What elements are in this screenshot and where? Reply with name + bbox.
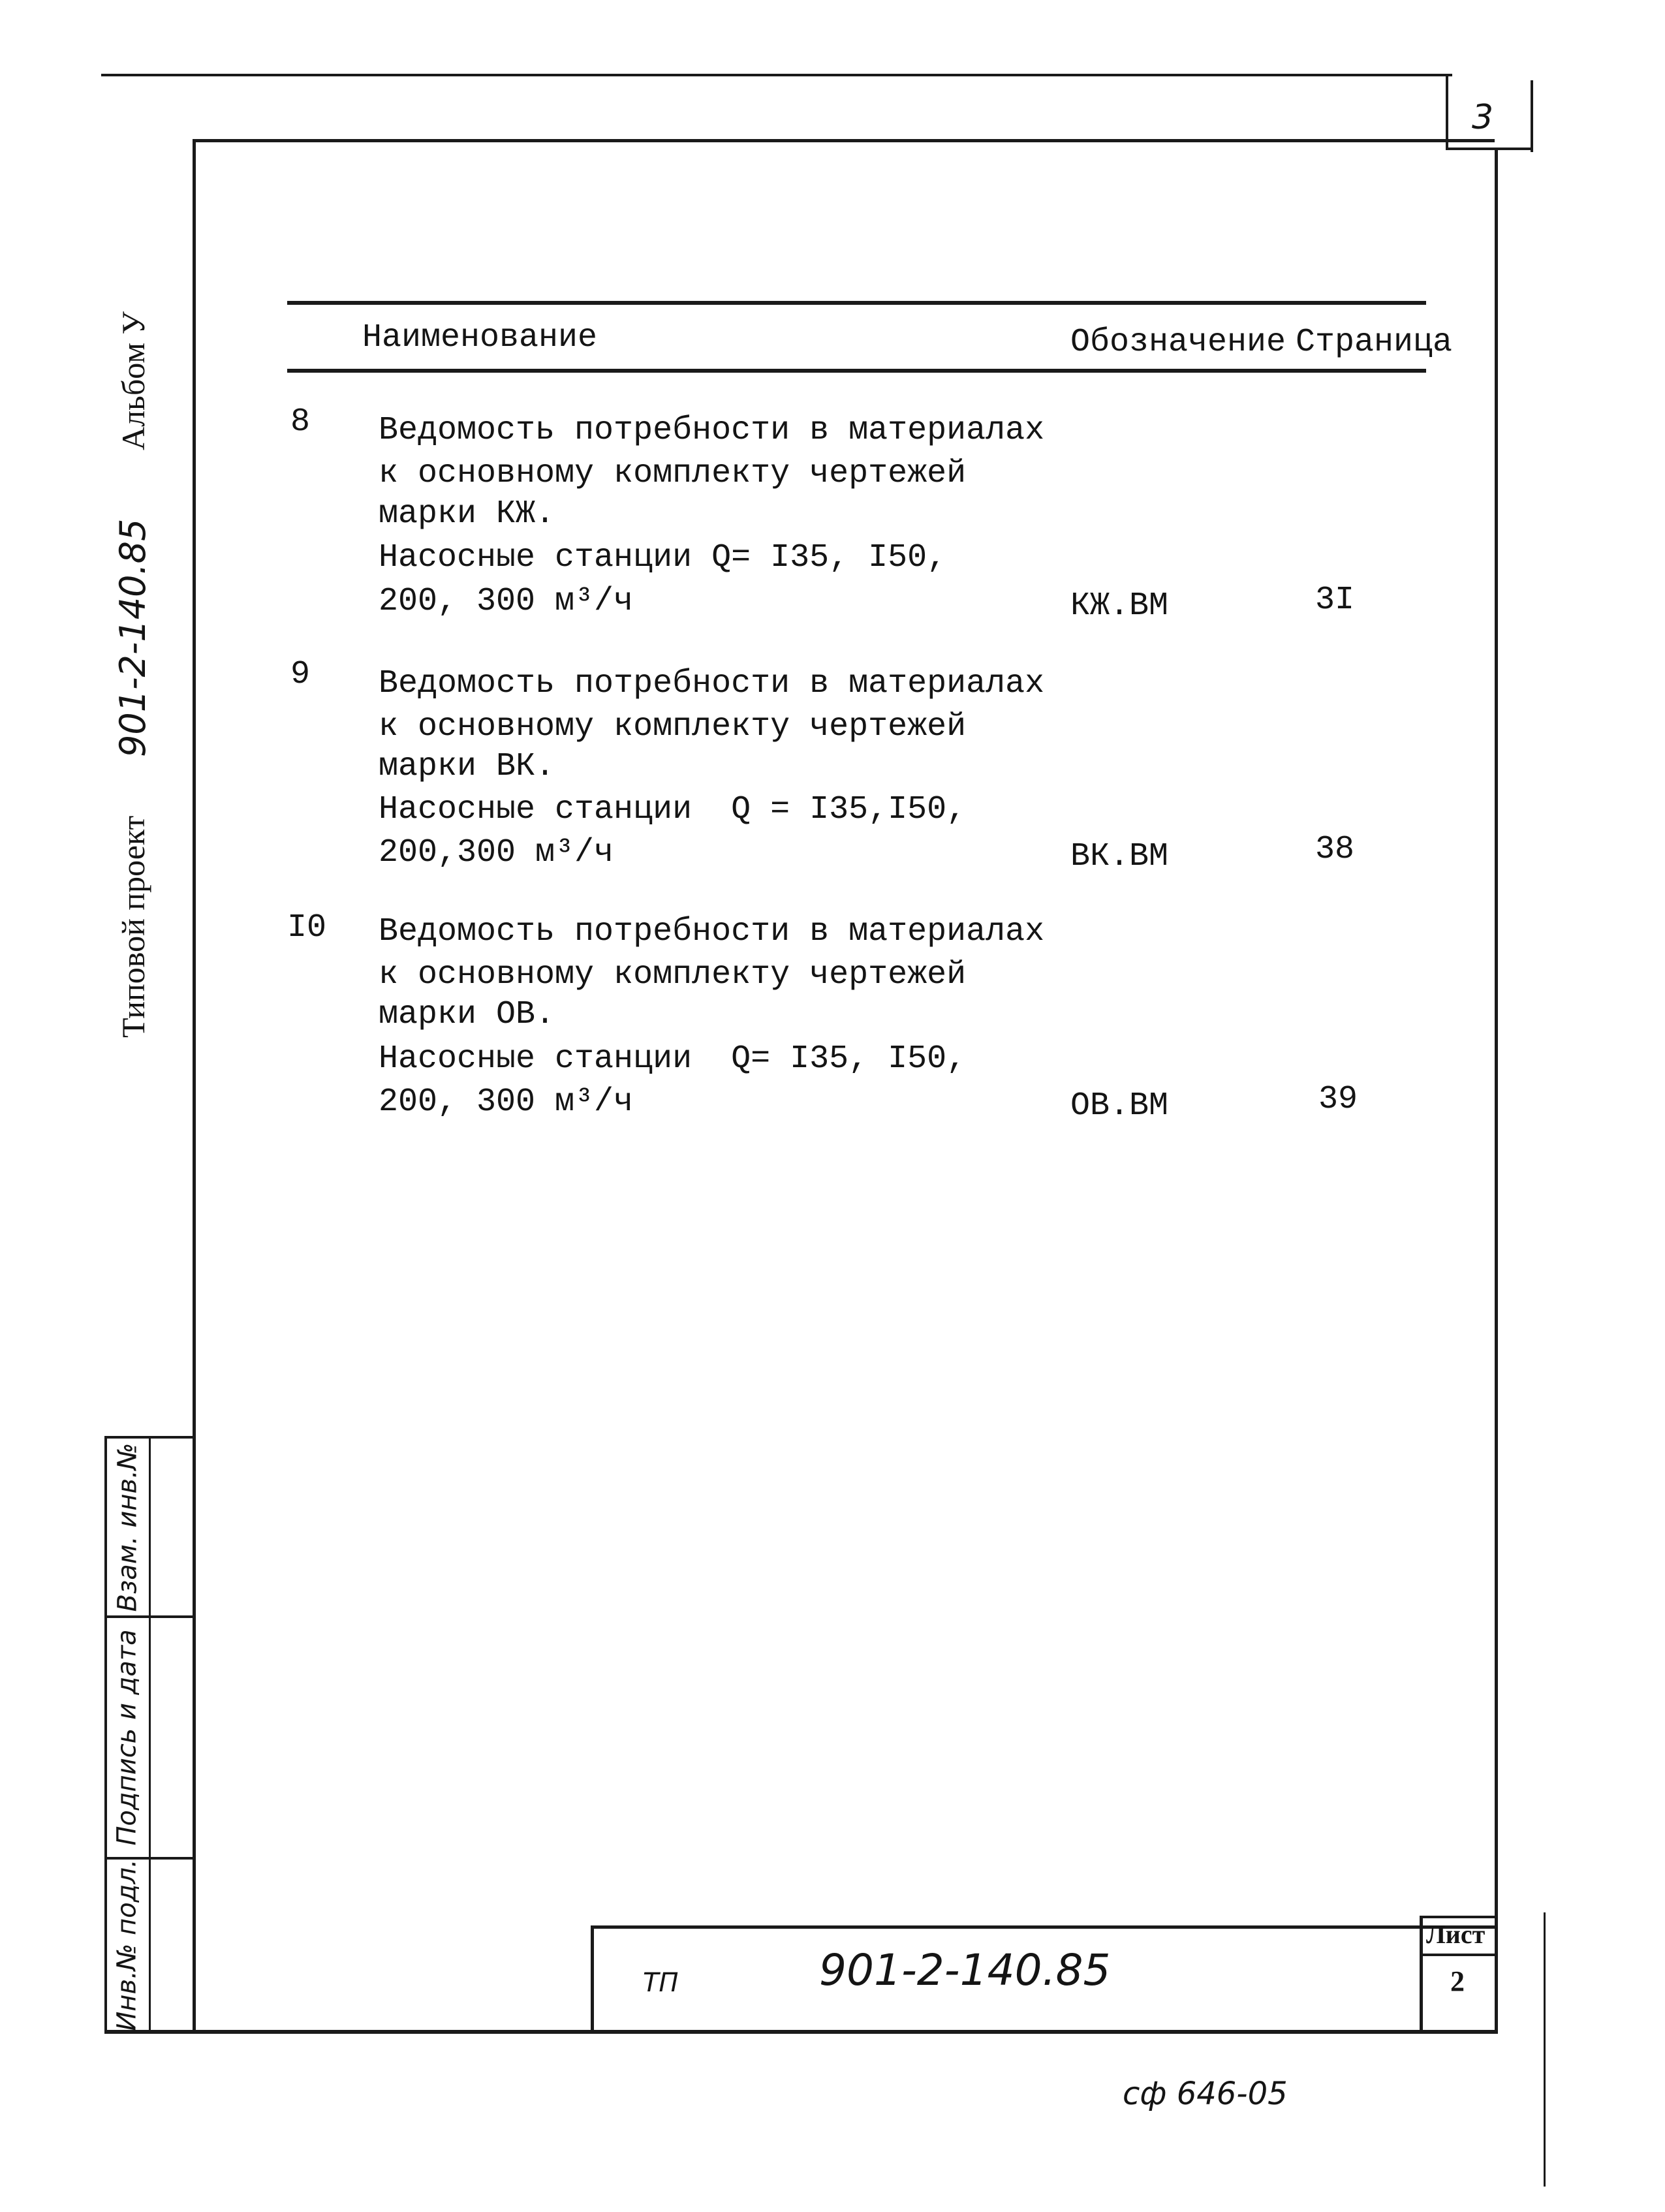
stamp-cell-podpis: Подпись и дата: [112, 1629, 143, 1846]
row-number: 9: [290, 656, 311, 693]
sheet-label: Лист: [1426, 1920, 1486, 1949]
row-line: Насосные станции Q = I35,I50,: [379, 791, 967, 828]
row-line: марки КЖ.: [379, 495, 555, 533]
stamp-cell-inv-podl: Инв.№ подл.: [112, 1858, 142, 2031]
page-number-box-bottom: [1446, 148, 1533, 150]
sheet-cell-divider: [1420, 1954, 1497, 1956]
row-line: марки ОВ.: [379, 996, 555, 1033]
title-block-left: [591, 1925, 594, 2033]
row-page: 39: [1318, 1081, 1358, 1118]
frame-left: [193, 139, 196, 2032]
footer-note: сф 646-05: [1123, 2076, 1288, 2112]
row-line: к основному комплекту чертежей: [379, 708, 967, 745]
top-rule: [101, 74, 1452, 76]
row-line: Насосные станции Q= I35, I50,: [379, 539, 947, 576]
row-line: Ведомость потребности в материалах: [379, 412, 1045, 449]
side-label-prefix: Типовой проект: [115, 815, 151, 1038]
frame-bottom: [104, 2030, 1498, 2034]
page-number-box-left: [1446, 74, 1448, 149]
row-line: 200, 300 м³/ч: [379, 1083, 634, 1121]
row-designation: ВК.ВМ: [1070, 838, 1169, 875]
title-block-code: 901-2-140.85: [819, 1945, 1111, 1995]
row-page: 3I: [1315, 582, 1355, 619]
title-block-tp: ТП: [643, 1968, 679, 1998]
frame-top: [193, 139, 1495, 142]
sheet-cell-top: [1420, 1916, 1497, 1918]
header-name: Наименование: [362, 319, 598, 356]
frame-right: [1495, 149, 1498, 2032]
page-number-box-right: [1531, 80, 1533, 152]
row-line: 200, 300 м³/ч: [379, 583, 634, 620]
side-label-album: Альбом У: [115, 311, 151, 450]
row-line: 200,300 м³/ч: [379, 834, 614, 871]
page-number: 3: [1472, 98, 1494, 137]
row-number: 8: [290, 403, 311, 441]
row-line: Насосные станции Q= I35, I50,: [379, 1040, 967, 1078]
row-line: Ведомость потребности в материалах: [379, 913, 1045, 950]
side-label-code: 901-2-140.85: [112, 518, 153, 757]
sheet-cell-left: [1420, 1916, 1423, 2033]
table-header-bottom-rule: [287, 369, 1426, 373]
row-designation: КЖ.ВМ: [1070, 587, 1169, 625]
row-page: 38: [1315, 831, 1355, 868]
table-header-top-rule: [287, 301, 1426, 305]
outer-right-line: [1544, 1912, 1546, 2187]
header-designation: Обозначение: [1070, 324, 1286, 361]
title-block-top: [591, 1925, 1497, 1929]
sheet-number: 2: [1450, 1965, 1465, 1997]
row-line: к основному комплекту чертежей: [379, 455, 967, 492]
row-line: марки ВК.: [379, 748, 555, 785]
stamp-inner-divider: [149, 1436, 151, 2033]
row-line: Ведомость потребности в материалах: [379, 665, 1045, 702]
row-line: к основному комплекту чертежей: [379, 956, 967, 993]
stamp-cell-vzam: Взам. инв.№: [112, 1442, 142, 1612]
header-page: Страница: [1296, 324, 1453, 361]
row-designation: ОВ.ВМ: [1070, 1087, 1169, 1125]
row-number: I0: [287, 909, 327, 946]
